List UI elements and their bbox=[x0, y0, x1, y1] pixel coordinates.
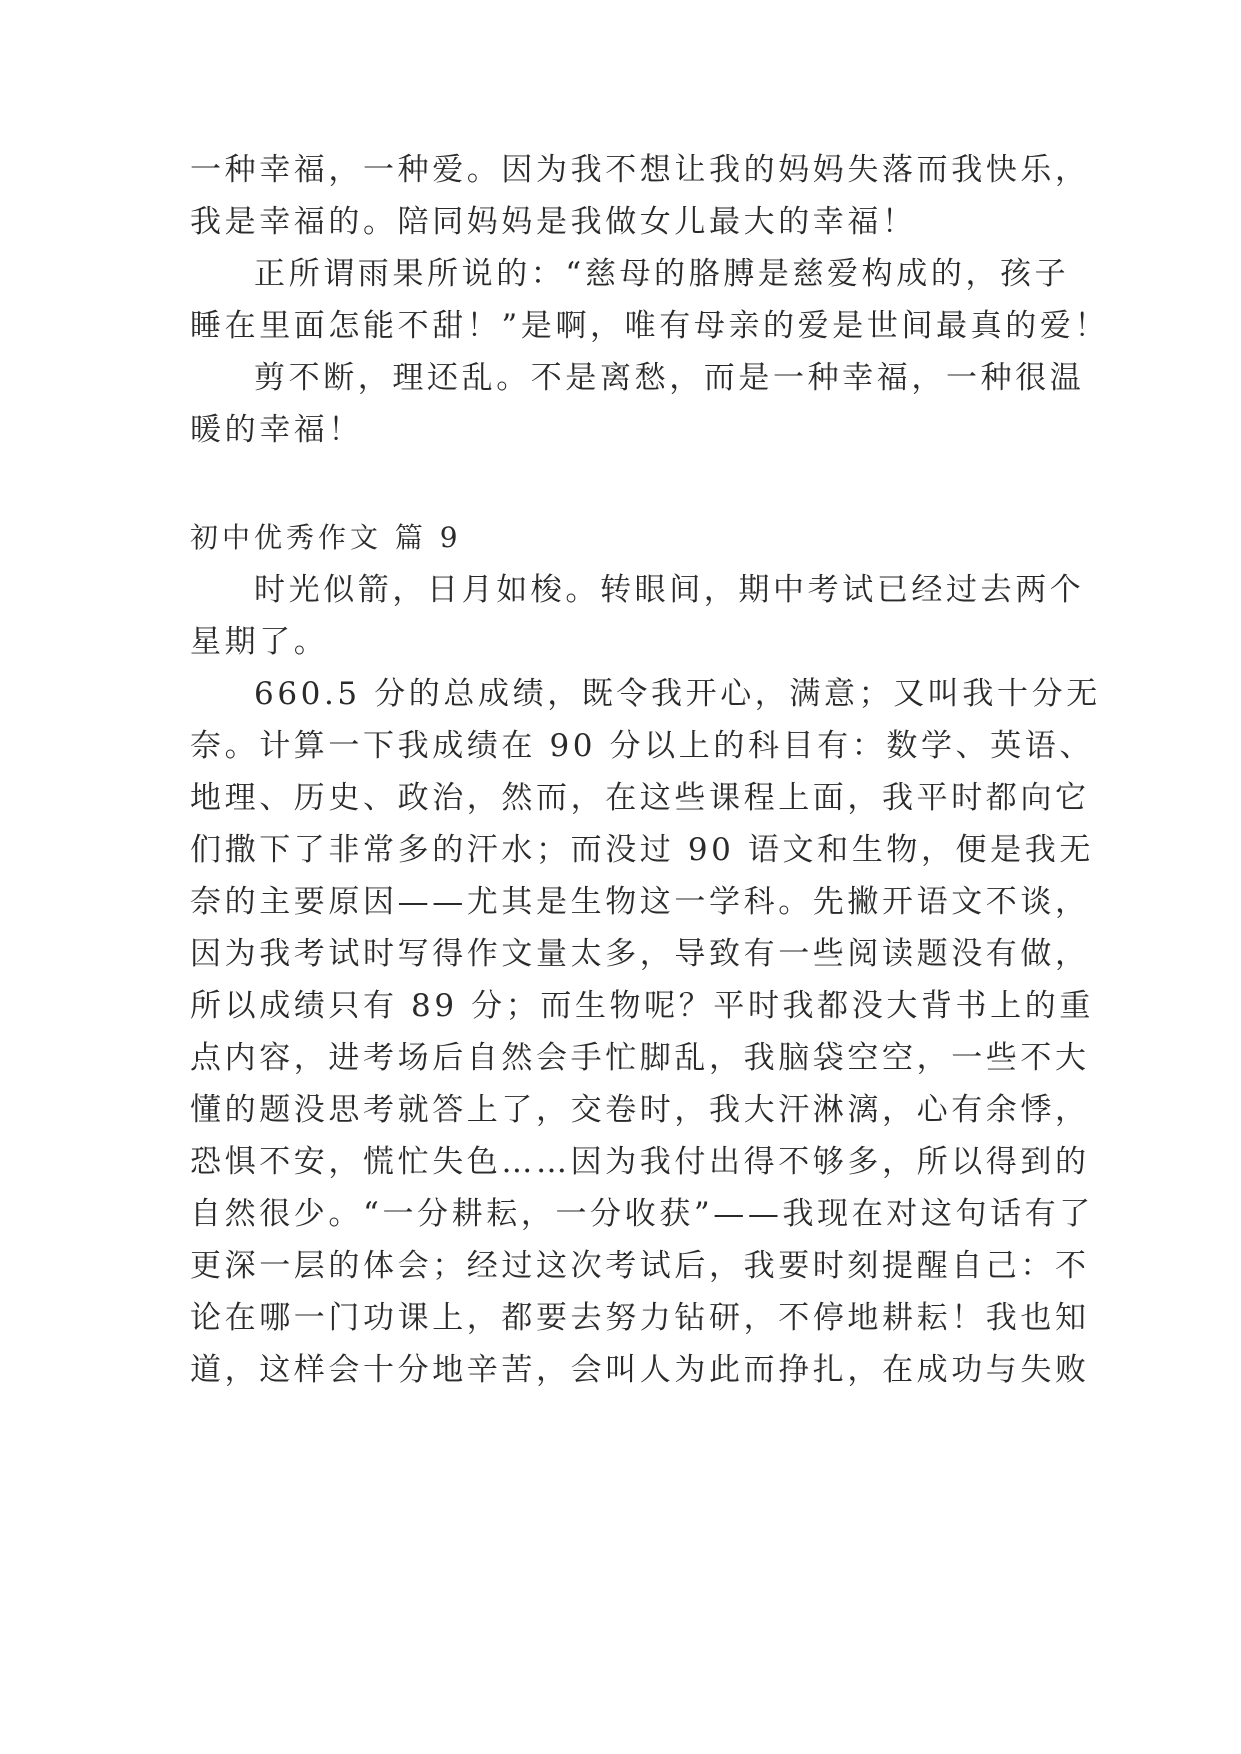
section-heading: 初中优秀作文 篇 9 bbox=[190, 521, 462, 554]
paragraph-line: 奈的主要原因——尤其是生物这一学科。先撇开语文不谈， bbox=[190, 884, 1090, 920]
paragraph-line: 们撒下了非常多的汗水；而没过 90 语文和生物，便是我无 bbox=[190, 832, 1094, 868]
paragraph-line: 恐惧不安，慌忙失色……因为我付出得不够多，所以得到的 bbox=[190, 1144, 1090, 1180]
paragraph-line: 时光似箭，日月如梭。转眼间，期中考试已经过去两个 bbox=[254, 572, 1085, 608]
paragraph-line: 星期了。 bbox=[190, 624, 329, 660]
paragraph-line: 地理、历史、政治，然而，在这些课程上面，我平时都向它 bbox=[190, 780, 1090, 816]
paragraph-line: 正所谓雨果所说的：“慈母的胳膊是慈爱构成的，孩子 bbox=[254, 256, 1070, 292]
paragraph-line: 更深一层的体会；经过这次考试后，我要时刻提醒自己：不 bbox=[190, 1248, 1090, 1284]
paragraph-line: 所以成绩只有 89 分；而生物呢？平时我都没大背书上的重 bbox=[190, 988, 1094, 1024]
paragraph-line: 自然很少。“一分耕耘，一分收获”——我现在对这句话有了 bbox=[190, 1196, 1094, 1232]
paragraph-line: 点内容，进考场后自然会手忙脚乱，我脑袋空空，一些不大 bbox=[190, 1040, 1090, 1076]
paragraph-line: 因为我考试时写得作文量太多，导致有一些阅读题没有做， bbox=[190, 936, 1090, 972]
paragraph-line: 睡在里面怎能不甜！”是啊，唯有母亲的爱是世间最真的爱！ bbox=[190, 308, 1110, 344]
paragraph-line: 暖的幸福！ bbox=[190, 412, 363, 448]
paragraph-line: 一种幸福，一种爱。因为我不想让我的妈妈失落而我快乐， bbox=[190, 152, 1090, 188]
paragraph-line: 论在哪一门功课上，都要去努力钻研，不停地耕耘！我也知 bbox=[190, 1300, 1090, 1336]
paragraph-line: 懂的题没思考就答上了，交卷时，我大汗淋漓，心有余悸， bbox=[190, 1092, 1090, 1128]
paragraph-line: 剪不断，理还乱。不是离愁，而是一种幸福，一种很温 bbox=[254, 360, 1085, 396]
paragraph-line: 奈。计算一下我成绩在 90 分以上的科目有：数学、英语、 bbox=[190, 728, 1094, 764]
paragraph-line: 660.5 分的总成绩，既令我开心，满意；又叫我十分无 bbox=[254, 676, 1101, 712]
paragraph-line: 道，这样会十分地辛苦，会叫人为此而挣扎，在成功与失败 bbox=[190, 1352, 1090, 1388]
paragraph-line: 我是幸福的。陪同妈妈是我做女儿最大的幸福！ bbox=[190, 204, 917, 240]
